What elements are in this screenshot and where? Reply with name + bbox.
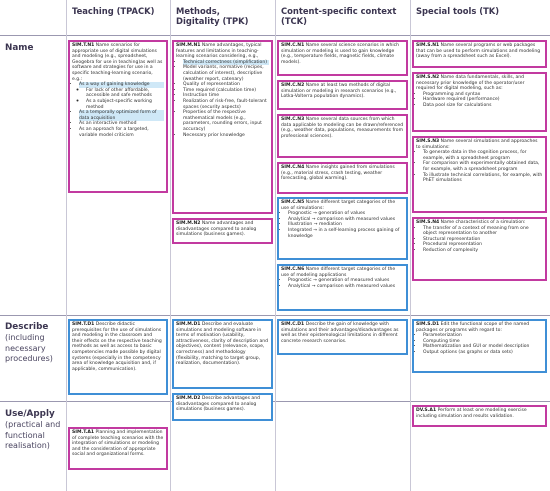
cell-sim-t-n1 [68, 40, 168, 193]
col-divider-3 [275, 0, 276, 491]
text-sim-s-n3: Name several simulations and approaches to simulations: [416, 139, 538, 150]
list-item: • Quality of representation [183, 82, 269, 88]
cell-sim-s-n3 [412, 136, 547, 213]
cell-sim-c-n2 [277, 80, 408, 110]
cell-sim-c-n1 [277, 40, 408, 76]
header-tpack [72, 6, 162, 16]
list-item: • As an interactive method [79, 121, 164, 127]
row-label-name [5, 43, 63, 54]
text-sim-c-n5: Name different target categories of the use of simulations: [281, 200, 396, 211]
col-divider-2 [170, 0, 171, 491]
text-sim-t-a1: Planning and implementation of complete teaching scenarios with the integration of simulations or modeling and the consideration of appropriate social and organizational forms. [72, 430, 164, 458]
list-item: ◦ As a subject-specific working method [86, 99, 164, 110]
list-item: • Prognostic → generation of values [288, 211, 404, 217]
code-sim-c-n1: SIM.C.N1 [281, 43, 305, 48]
row-label-use [5, 409, 63, 452]
list-item: • Prognostic → generation of measured values [288, 278, 404, 284]
cell-sim-s-d1 [412, 319, 547, 373]
code-sim-m-n2: SIM.M.N2 [176, 221, 201, 226]
list-item: • Instruction time [183, 93, 269, 99]
code-sim-t-a1: SIM.T.A1 [72, 430, 95, 435]
list-item: • Mathematization and GUI or model description [423, 344, 543, 350]
code-sim-t-n1: SIM.T.N1 [72, 43, 95, 48]
list-item: • Necessary prior knowledge [183, 133, 269, 139]
list-item: • Time required (calculation time) [183, 88, 269, 94]
code-sim-m-d1: SIM.M.D1 [176, 322, 201, 327]
header-tpk [176, 6, 266, 26]
cell-sim-t-a1 [68, 427, 168, 470]
cell-sim-m-n1 [172, 40, 273, 214]
code-sim-c-d1: SIM.C.D1 [281, 322, 305, 327]
cell-sim-c-n3 [277, 114, 408, 158]
code-sim-m-d2: SIM.M.D2 [176, 396, 201, 401]
text-sim-t-d1: Describe didactic prerequisites for the use of simulations and modeling in the classroom and their effects on the respective teaching methods as well as access to basic competencies made possible by digital systems (especially in the competency area of knowledge acquisition and, if applicable, communication). [72, 322, 162, 372]
code-sim-m-n1: SIM.M.N1 [176, 43, 201, 48]
text-sim-s-n2: Name data fundamentals, skills, and necessary prior knowledge of the operator/user required for digital modeling, such as: [416, 75, 525, 92]
header-tck-text: Content-specific context (TCK) [281, 6, 397, 26]
header-tk-text: Special tools (TK) [416, 6, 500, 16]
list-item: • Model variants, normative (recipes, calculation of interest), descriptive (weather report, catenary) [183, 65, 269, 82]
header-tk [416, 6, 536, 16]
list-item: • As a way of gaining knowledge [79, 82, 164, 88]
header-tpk-text: Methods, Digitality (TPK) [176, 6, 249, 26]
text-sim-c-n4: Name insights gained from simulations (e.g., material stress, crash testing, weather forecasting, global warming). [281, 165, 395, 182]
list-item: • Realization of risk-free, fault-tolerant spaces (security aspects) [183, 99, 269, 110]
row-label-describe-title: Describe [5, 322, 49, 332]
cell-sim-m-n2 [172, 218, 273, 244]
cell-sim-c-n5 [277, 197, 408, 260]
cell-sim-c-n4 [277, 162, 408, 194]
list-item: • To illustrate technical correlations, for example, with PhET simulations [423, 173, 543, 184]
row-label-use-title: Use/Apply [5, 409, 55, 419]
list-item: • The transfer of a context of meaning from one object representation to another [423, 226, 543, 237]
list-item: • Computing time [423, 339, 543, 345]
code-sim-c-n2: SIM.C.N2 [281, 83, 305, 88]
code-sim-t-d1: SIM.T.D1 [72, 322, 95, 327]
text-sim-t-n1: Name scenarios for appropriate use of digital simulations and modeling (e.g., spreadsheet, Geogebra for use in teaching)as well as software and strategies for use in a specific teaching-learning scenario, e.g.: [72, 43, 163, 82]
text-sim-c-n3: Name several data sources from which data applicable to modeling can be drawn/referenced (e.g., weather data, populations, measurements from professional sciences). [281, 117, 404, 139]
code-sim-c-n6: SIM.C.N6 [281, 267, 305, 272]
text-sim-s-n1: Name several programs or web packages that can be used to perform simulations and modeling (away from a spreadsheet such as Excel). [416, 43, 541, 60]
list-item: • Data pool size for calculations [423, 103, 543, 109]
code-sim-s-n2: SIM.S.N2 [416, 75, 440, 80]
code-dv-s-a1: DV.S.A1 [416, 408, 437, 413]
list-item: • Illustration → mediation [288, 222, 404, 228]
cell-dv-s-a1 [412, 405, 547, 427]
row-label-use-sub: (practical and functional realisation) [5, 420, 61, 450]
row-label-name-title: Name [5, 43, 34, 53]
list-item: • To generate data in the cognition process, for example, with a spreadsheet program [423, 150, 543, 161]
list-item: • Procedural representation [423, 242, 543, 248]
text-sim-m-d1: Describe and evaluate simulations and modeling software in terms of motivation (usability, attractiveness, clarity of description and objectives), content (relevance, scope, correctness) and methodology (flexibility, matching to target group, realization, documentation). [176, 322, 269, 367]
row-label-describe-sub: (including necessary procedures) [5, 333, 53, 363]
list-item: • Properties of the respective mathematical models (e.g., parameters, rounding errors, input accuracy) [183, 110, 269, 132]
code-sim-c-n5: SIM.C.N5 [281, 200, 305, 205]
header-tck [281, 6, 401, 26]
row-label-describe [5, 322, 63, 365]
list-item: • Structural representation [423, 237, 543, 243]
cell-sim-s-n2 [412, 72, 547, 132]
list-item: • Technical correctness (simplification) [183, 60, 269, 66]
list-item: • Analytical → comparison with measured values [288, 217, 404, 223]
text-sim-c-n2: Name at least two methods of digital simulation or modeling in research scenarios (e.g., Lotka-Volterra population dynamics). [281, 83, 397, 100]
col-divider-4 [410, 0, 411, 491]
cell-sim-m-d2 [172, 393, 273, 421]
list-item: • Output options (as graphs or data sets) [423, 350, 543, 356]
text-dv-s-a1: Perform at least one modeling exercise including simulation and results validation. [416, 408, 527, 419]
list-item: • As an approach for a targeted, variable model criticism [79, 127, 164, 138]
header-tpack-text: Teaching (TPACK) [72, 6, 155, 16]
code-sim-s-n3: SIM.S.N3 [416, 139, 440, 144]
list-item: • Analytical → comparison with measured values [288, 284, 404, 290]
text-sim-m-n1: Name advantages, typical features and limitations in teaching-learning scenarios considering, e.g., [176, 43, 262, 60]
list-item: • For comparison with experimentally obtained data, for example, with a spreadsheet program [423, 161, 543, 172]
text-sim-c-n1: Name several science scenarios in which simulation or modeling is used to gain knowledge (e.g., temperature fields, magnetic fields, climate models). [281, 43, 400, 65]
code-sim-s-d1: SIM.S.D1 [416, 322, 440, 327]
list-item: • Programming and syntax [423, 92, 543, 98]
text-sim-c-d1: Describe the gain of knowledge with simulations and their advantages/disadvantages as well as their epistemological limitations in different concrete research scenarios. [281, 322, 399, 344]
code-sim-c-n4: SIM.C.N4 [281, 165, 305, 170]
list-item: ◦ For lack of other affordable, accessible and safe methods [86, 88, 164, 99]
cell-sim-m-d1 [172, 319, 273, 389]
cell-sim-s-n1 [412, 40, 547, 68]
code-sim-s-n4: SIM.S.N4 [416, 220, 440, 225]
cell-sim-c-d1 [277, 319, 408, 355]
code-sim-s-n1: SIM.S.N1 [416, 43, 440, 48]
text-sim-m-d2: Describe advantages and disadvantages compared to analog simulations (business games). [176, 396, 260, 413]
cell-sim-s-n4 [412, 217, 547, 281]
list-item: • Reduction of complexity [423, 248, 543, 254]
code-sim-c-n3: SIM.C.N3 [281, 117, 305, 122]
text-sim-s-n4: Name characteristics of a simulation: [440, 220, 526, 225]
text-sim-m-n2: Name advantages and disadvantages compared to analog simulations (business games). [176, 221, 257, 238]
text-sim-c-n6: Name different target categories of the use of modeling applications [281, 267, 396, 278]
list-item: • Hardware required (performance) [423, 97, 543, 103]
list-item: • As a temporally optimized form of data acquisition [79, 110, 164, 121]
cell-sim-c-n6 [277, 264, 408, 311]
list-item: • Parameterization [423, 333, 543, 339]
list-item: • Integrated → in a self-learning process gaining of knowledge [288, 228, 404, 239]
cell-sim-t-d1 [68, 319, 168, 395]
text-sim-s-d1: Edit the functional scope of the named packages or programs with regard to: [416, 322, 530, 333]
col-divider-1 [66, 0, 67, 491]
